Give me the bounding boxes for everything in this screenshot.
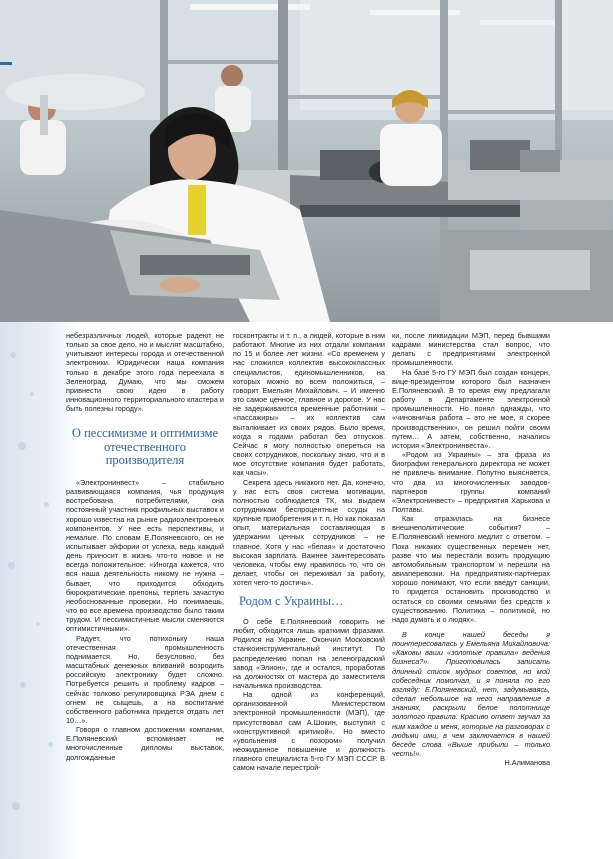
closing-italic-paragraph: В конце нашей беседы я поинтересовалась у Емельяна Михайловича: «Каковы ваши «золотые правила» ведения бизнеса?». Приготовилась записать длинный список мудрых советов, но мой собеседник помолчал, и я поняла по его взгляду: Е.Поляневский, нет, задумываясь, сделал небольшое на него направление в знаниях, раскрыли белое полотнище золотого правила. Красиво ответ звучал за ним каждое и меня, которые на разговорах с людьми ими, в чем заключается в нашей беседе слова «Выше прибыли – только честь!». — [392, 630, 550, 759]
paragraph: «Родом из Украины» – эта фраза из биографии генерального директора не может не привлечь внимание. Попутно выясняется, что два из многочисленных заводов-партнеров группы компаний «Электронинвест» – предприятия Харькова и Полтавы. — [392, 450, 550, 514]
paragraph: Радует, что потихоньку наша отечественная промышленность поднимается. Но, безусловно, без масштабных денежных вливаний возродить российскую электронику будет сложно. Потребуется решить и проблему кадров – сейчас толково регулировщика РЭА днем с огнем не сыщешь, а на воспитание собственного работника придется отдать лет 10…». — [66, 633, 224, 725]
author-signature: Н.Алиманова — [504, 758, 550, 768]
text-column-2 — [233, 331, 385, 773]
text-column-3 — [392, 331, 550, 767]
paragraph: госконтракты и т. п., а людей, которые в ним работают. Многие из них отдали компании по 15 и более лет жизни. «Со временем у нас сложился коллектив высококлассных специалистов, единомышленников, на которых можно во всем положиться, – говорит Емельян Михайлович. – И именно это самое ценное, главное и дорогое. У нас не задерживаются временные работники – «пассажиры» – их коллектив сам выталкивает из своих рядов. Было время, когда я годами работал без отпусков. Сейчас я могу полностью опереться на своих сотрудников, поскольку знаю, что и в мое отсутствие компания будет работать, как часы». — [233, 331, 385, 478]
section-heading: Родом с Украины… — [239, 594, 344, 609]
decor-dot — [48, 742, 53, 747]
decor-dot — [20, 682, 26, 688]
paragraph: «Электронинвест» – стабильно развивающаяся компания, чья продукция востребована потребителями, она постоянный участник профильных выставок и хорошо известна на рынке радиоэлектронных компонентов. У нее есть перспективы, и немалые. По словам Е.Поляневского, он не испытывает эйфории от успеха, ведь каждый день приносит в жизнь что-то новое и не всегда положительное: «Иногда кажется, что вся наша деятельность никому не нужна – бывает, что приходится обходить бюрократические препоны, терпеть зачастую необоснованные проверки. Но понимаешь, что во все времена производство было таким трудом. И пессимистичные мысли сменяются оптимистичными». — [66, 477, 224, 634]
decor-dot — [10, 352, 16, 358]
paragraph: О себе Е.Поляневский говорить не любит, обходится лишь краткими фразами. Родился на Украине. Окончил Московский станкоинструментальный институт. По распределению попал на зеленоградский завод «Элион», где и остался, проработав на должностях от мастера до заместителя начальника производства. — [233, 616, 385, 690]
decor-dot — [8, 562, 15, 569]
section-heading: О пессимизме и оптимизме отечественного производителя — [71, 426, 219, 468]
decor-dot — [44, 502, 49, 507]
paragraph: Секрета здесь никакого нет. Да, конечно, у нас есть своя система мотивации, полностью соблюдается ТК, мы выдаем сотрудникам беспроцентные ссуды на крупные приобретения и т. п. Но как показал опыт, материальная составляющая в удержании ценных сотрудников – не главное. Хотя у нас «белая» и достаточно высокая зарплата. Важнее заинтересовать человека, чтобы ему нравилось то, что он делает, чтобы он переживал за работу, хотел чего-то достичь». — [233, 477, 385, 588]
paragraph: На одной из конференций, организованной Министерством электронной промышленности (МЭП), где присутствовал сам А.Шокин, выступил с «конструктивной критикой». Но вместо «увольнения с позором» получил неожиданное повышение и должность главного специалиста 5-го ГУ МЭП СССР. В самом начале перестрой- — [233, 690, 385, 773]
workshop-photo — [0, 0, 613, 322]
paragraph: Как отразилась на бизнесе внешнеполитические события? – Е.Поляневский немного медлит с ответом. – Пока никаких существенных перемен нет, разве что мы перестали возить продукцию автомобильным транспортом и перешли на авиаперевозки. На предприятиях-партнерах хорошо понимают, что если введут санкции, то придется остановить производство и остаться со своими семьями без средств к существованию. Политика – политикой, но надо думать и о людях». — [392, 514, 550, 624]
decor-dot — [12, 802, 20, 810]
paragraph: ки, после ликвидации МЭП, перед бывшими кадрами министерства стал вопрос, что делать с предприятиями электронной промышленности. — [392, 331, 550, 368]
decor-dot — [30, 392, 34, 396]
workshop-photo-illustration — [0, 0, 613, 322]
paragraph: Говоря о главном достижении компании, Е.Поляневский вспоминает не многочисленные дипломы выставок, долгожданные — [66, 725, 224, 762]
decor-dot — [36, 622, 40, 626]
decor-dot — [18, 442, 26, 450]
accent-mark — [0, 62, 12, 65]
paragraph: небезразличных людей, которые радеют не только за свое дело, но и мыслят масштабно, учитывают интересы города и отечественной электроники. Юридически наша компания только в декабре этого года переехала в Зеленоград. Думаю, что мы сможем привнести свою идею в работу инновационного территориального кластера и быть полезны городу». — [66, 331, 224, 414]
text-column-1 — [66, 331, 224, 762]
paragraph: На базе 5-го ГУ МЭП был создан концерн, вице-президентом которого был назначен Е.Поляневский. В то время ему предлагали работу в Департаменте электронной промышленности. Но понял однажды, что «чиновничья работа – это не мое, я скорее производственник», он решил пойти своим путем… А затем, собственно, начались история «Электронинвеста». — [392, 367, 550, 450]
